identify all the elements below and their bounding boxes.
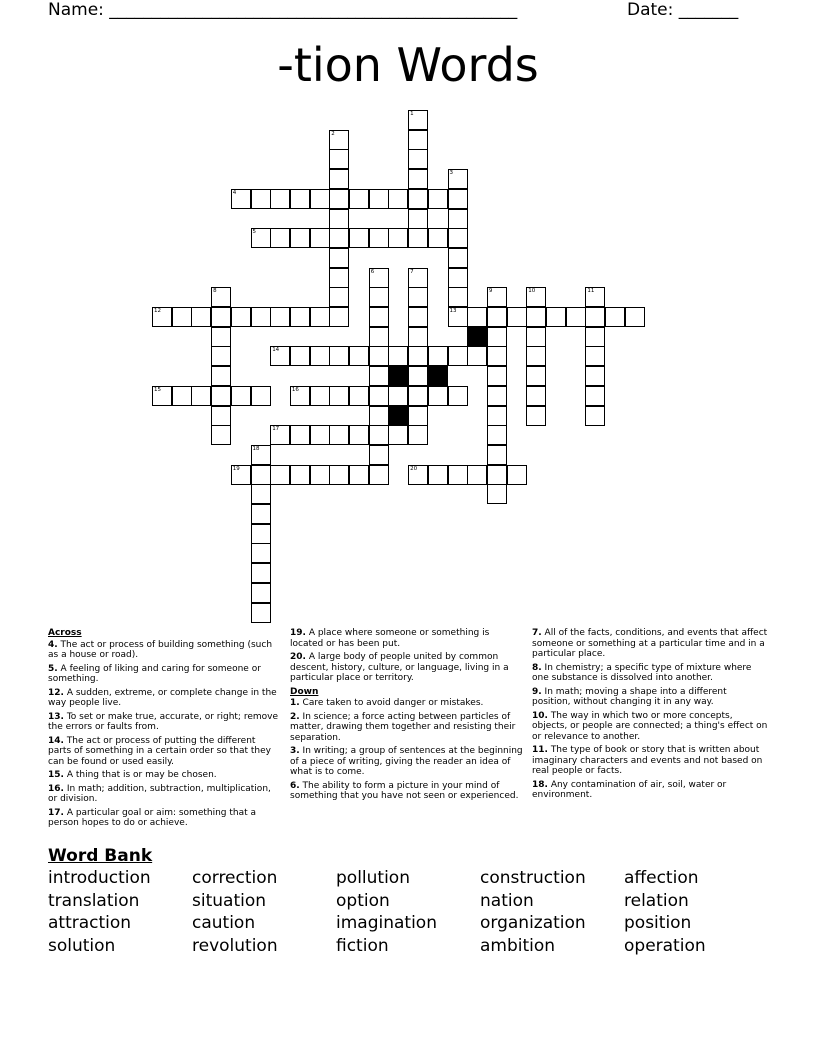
word-bank-word: translation [48,890,140,911]
grid-cell[interactable] [329,169,349,189]
grid-cell[interactable] [408,327,428,347]
clue-across [48,808,278,829]
grid-cell[interactable] [408,406,428,426]
grid-cell[interactable] [526,327,546,347]
grid-cell[interactable] [487,465,507,485]
grid-cell[interactable] [408,386,428,406]
grid-cell[interactable] [487,307,507,327]
grid-cell[interactable] [448,465,468,485]
grid-cell[interactable] [487,425,507,445]
clue-number: 11. [532,745,548,755]
clue-number: 8 [213,288,217,295]
grid-cell[interactable] [566,307,586,327]
clue-text: In science; a force acting between particles of matter, drawing them together and resisting their separation. [290,711,516,743]
clue-number: 16 [291,386,299,393]
grid-cell[interactable] [251,386,271,406]
word-bank-word: fiction [336,935,389,956]
grid-cell[interactable] [251,563,271,583]
word-bank-word: correction [192,868,278,888]
grid-cell[interactable] [251,189,271,209]
grid-cell[interactable] [290,228,310,248]
grid-cell[interactable] [487,406,507,426]
grid-cell[interactable] [369,425,389,445]
grid-cell[interactable] [211,425,231,445]
grid-cell[interactable] [526,406,546,426]
grid-cell[interactable] [408,346,428,366]
clue-number: 19. [290,628,306,638]
grid-cell[interactable] [290,346,310,366]
grid-cell[interactable] [310,189,330,209]
grid-cell[interactable] [172,307,192,327]
clue-number: 10. [532,710,548,721]
grid-cell[interactable] [152,386,172,406]
clue-text: A large body of people united by common descent, history, culture, or language, living in a particular place or territory. [290,652,509,683]
clue-number: 19 [232,465,240,472]
clue-number: 3. [290,746,300,756]
clue-number: 6 [370,268,375,275]
grid-cell[interactable] [369,465,389,485]
grid-cell[interactable] [487,484,507,504]
clue-number: 5. [48,663,58,674]
clues-column-1 [48,628,278,832]
clue-text: In chemistry; a specific type of mixture where one substance is dissolved into another. [532,662,752,683]
word-bank-word: revolution [192,935,278,956]
grid-cell[interactable] [369,445,389,465]
grid-cell[interactable] [585,386,605,406]
grid-cell[interactable] [231,189,251,209]
grid-cell[interactable] [191,307,211,327]
grid-cell[interactable] [448,189,468,209]
grid-cell[interactable] [270,228,290,248]
grid-cell[interactable] [290,307,310,327]
grid-cell[interactable] [251,543,271,563]
clue-number: 6. [290,780,300,791]
grid-cell[interactable] [408,425,428,445]
clue-number: 8. [532,662,542,673]
clue-number: 20. [290,652,306,662]
clue-number: 1. [290,698,300,708]
grid-cell[interactable] [408,149,428,169]
grid-cell[interactable] [270,307,290,327]
clue-across [48,712,278,733]
grid-cell[interactable] [329,346,349,366]
grid-cell[interactable] [546,307,566,327]
grid-cell[interactable] [448,268,468,288]
grid-cell[interactable] [408,169,428,189]
word-bank-word: ambition [480,935,556,956]
clue-text: The way in which two or more concepts, objects, or people are connected; a thing's effect on or relevance to another. [532,710,768,742]
clue-number: 12. [48,687,64,698]
clue-number: 4 [232,189,237,196]
grid-cell[interactable] [349,425,369,445]
grid-cell[interactable] [251,445,271,465]
grid-cell[interactable] [369,386,389,406]
clues-heading: Across [48,628,82,638]
clues-column-3 [532,628,768,804]
grid-cell[interactable] [585,406,605,426]
clue-across [290,652,525,684]
word-bank-word: option [336,890,390,911]
grid-cell[interactable] [310,228,330,248]
clue-number: 20 [410,465,418,472]
grid-cell[interactable] [388,228,408,248]
grid-cell[interactable] [428,189,448,209]
grid-cell[interactable] [428,465,448,485]
clue-number: 1 [410,111,414,117]
grid-block [388,366,408,386]
clue-text: The act or process of putting the different parts of something in a certain order so that they can be found or used easily. [48,735,271,767]
grid-cell[interactable] [388,189,408,209]
grid-cell[interactable] [408,307,428,327]
grid-cell[interactable] [270,425,290,445]
grid-cell[interactable] [251,465,271,485]
grid-cell[interactable] [251,307,271,327]
grid-cell[interactable] [329,386,349,406]
name-field-label: Name: ________________________________________________ [48,0,518,20]
grid-cell[interactable] [251,583,271,603]
grid-cell[interactable] [388,346,408,366]
grid-cell[interactable] [507,465,527,485]
word-bank-word: situation [192,890,267,911]
grid-cell[interactable] [290,386,310,406]
word-bank-word: affection [624,868,699,888]
grid-cell[interactable] [428,346,448,366]
clue-number: 12 [154,308,161,314]
grid-block [467,327,487,347]
word-bank-title: Word Bank [48,846,153,866]
grid-cell[interactable] [290,425,310,445]
grid-cell[interactable] [408,228,428,248]
grid-cell[interactable] [448,307,468,327]
grid-cell[interactable] [310,346,330,366]
clue-text: A feeling of liking and caring for someone or something. [48,663,261,684]
grid-cell[interactable] [211,346,231,366]
clue-across [48,664,278,685]
grid-cell[interactable] [211,366,231,386]
clue-text: A thing that is or may be chosen. [63,770,217,780]
grid-cell[interactable] [388,386,408,406]
clues-heading: Down [290,686,319,697]
grid-cell[interactable] [310,465,330,485]
clue-number: 14 [272,347,280,354]
grid-cell[interactable] [369,346,389,366]
grid-cell[interactable] [585,366,605,386]
word-bank-word: position [624,913,692,934]
grid-cell[interactable] [448,386,468,406]
grid-cell[interactable] [152,307,172,327]
grid-cell[interactable] [231,307,251,327]
clue-down [290,781,525,802]
clue-number: 9 [488,288,493,295]
grid-cell[interactable] [349,189,369,209]
clue-number: 18 [252,445,260,452]
clue-down [290,712,525,744]
clue-across [48,784,278,805]
grid-cell[interactable] [428,228,448,248]
grid-cell[interactable] [349,346,369,366]
grid-cell[interactable] [369,406,389,426]
clue-down [532,745,768,777]
page-title: -tion Words [277,38,539,92]
word-bank-word: relation [624,890,689,911]
date-field-label: Date: _______ [627,0,739,20]
word-bank-word: imagination [336,913,437,934]
word-bank-word: introduction [48,868,151,888]
grid-cell[interactable] [310,425,330,445]
clue-text: The type of book or story that is written about imaginary characters and events and not based on real people or facts. [532,745,763,776]
grid-block [388,406,408,426]
grid-cell[interactable] [329,268,349,288]
clue-text: In writing; a group of sentences at the beginning of a piece of writing, giving the reader an idea of what is to come. [290,746,523,777]
clue-down [532,628,768,660]
grid-cell[interactable] [270,465,290,485]
clue-number: 16. [48,783,64,794]
grid-cell[interactable] [467,346,487,366]
word-bank-word: caution [192,913,256,934]
word-bank-word: attraction [48,913,132,934]
clue-across [48,640,278,661]
grid-cell[interactable] [251,484,271,504]
grid-cell[interactable] [369,268,389,288]
grid-cell[interactable] [448,346,468,366]
clue-text: To set or make true, accurate, or right; remove the errors or faults from. [48,711,278,732]
grid-cell[interactable] [329,228,349,248]
grid-cell[interactable] [231,386,251,406]
clue-across [290,628,525,649]
grid-cell[interactable] [369,366,389,386]
grid-cell[interactable] [329,209,349,229]
grid-cell[interactable] [408,287,428,307]
clue-text: In math; addition, subtraction, multiplication, or division. [48,783,271,804]
clue-number: 17 [272,426,280,433]
clue-number: 2. [290,711,300,722]
grid-cell[interactable] [329,130,349,150]
clue-number: 5 [252,229,256,236]
grid-cell[interactable] [329,425,349,445]
clues-column-2 [290,628,525,805]
grid-cell[interactable] [310,307,330,327]
word-bank-word: operation [624,935,706,956]
grid-cell[interactable] [448,209,468,229]
grid-cell[interactable] [329,189,349,209]
grid-cell[interactable] [625,307,645,327]
grid-cell[interactable] [369,307,389,327]
clue-across [48,736,278,768]
grid-cell[interactable] [369,327,389,347]
grid-cell[interactable] [329,307,349,327]
grid-cell[interactable] [487,327,507,347]
grid-cell[interactable] [526,307,546,327]
grid-cell[interactable] [251,228,271,248]
clue-number: 15. [48,770,64,780]
clue-down [290,746,525,778]
grid-cell[interactable] [507,307,527,327]
grid-cell[interactable] [211,307,231,327]
grid-cell[interactable] [467,465,487,485]
grid-cell[interactable] [408,366,428,386]
grid-cell[interactable] [172,386,192,406]
clue-text: A sudden, extreme, or complete change in the way people live. [48,687,277,708]
word-bank-word: nation [480,890,534,911]
grid-cell[interactable] [526,386,546,406]
grid-cell[interactable] [270,189,290,209]
grid-cell[interactable] [526,287,546,307]
grid-cell[interactable] [329,287,349,307]
grid-cell[interactable] [408,268,428,288]
grid-cell[interactable] [585,346,605,366]
grid-cell[interactable] [487,346,507,366]
grid-cell[interactable] [408,189,428,209]
grid-cell[interactable] [270,346,290,366]
clue-number: 4. [48,639,58,650]
clue-number: 7 [410,268,414,275]
grid-cell[interactable] [585,327,605,347]
grid-cell[interactable] [369,228,389,248]
grid-cell[interactable] [487,287,507,307]
grid-cell[interactable] [349,465,369,485]
clue-number: 10 [528,288,536,295]
grid-cell[interactable] [448,248,468,268]
clue-number: 15 [154,386,161,393]
grid-cell[interactable] [251,603,271,623]
word-bank-word: construction [480,868,586,888]
clue-number: 18. [532,779,548,790]
clue-number: 9. [532,686,542,697]
grid-cell[interactable] [585,307,605,327]
grid-cell[interactable] [369,287,389,307]
grid-cell[interactable] [290,189,310,209]
grid-cell[interactable] [231,465,251,485]
grid-cell[interactable] [369,189,389,209]
grid-cell[interactable] [605,307,625,327]
grid-cell[interactable] [211,386,231,406]
grid-cell[interactable] [329,149,349,169]
grid-cell[interactable] [310,386,330,406]
clue-text: A place where someone or something is located or has been put. [290,628,490,649]
clue-number: 17. [48,807,64,818]
grid-block [428,366,448,386]
clue-down [532,711,768,743]
grid-cell[interactable] [526,366,546,386]
grid-cell[interactable] [388,425,408,445]
clue-text: The act or process of building something (such as a house or road). [48,639,273,660]
grid-cell[interactable] [349,228,369,248]
grid-cell[interactable] [191,386,211,406]
clue-number: 14. [48,735,64,746]
clue-text: Care taken to avoid danger or mistakes. [299,698,484,708]
clue-number: 13. [48,711,64,722]
clue-down [290,698,525,709]
clue-number: 7. [532,628,542,638]
word-bank-word: pollution [336,868,410,888]
clue-number: 2 [331,130,335,137]
clue-across [48,770,278,781]
grid-cell[interactable] [408,130,428,150]
clue-number: 13 [449,308,457,314]
clue-text: All of the facts, conditions, and events that affect someone or something at a particular time and in a particular place. [532,628,768,659]
grid-cell[interactable] [211,287,231,307]
grid-cell[interactable] [448,287,468,307]
grid-cell[interactable] [211,327,231,347]
grid-cell[interactable] [428,386,448,406]
grid-cell[interactable] [329,248,349,268]
clue-down [532,780,768,801]
clue-down [532,663,768,684]
word-bank-word: organization [480,913,586,934]
grid-cell[interactable] [408,465,428,485]
grid-cell[interactable] [211,406,231,426]
grid-cell[interactable] [448,228,468,248]
grid-cell[interactable] [487,445,507,465]
clue-across [48,688,278,709]
clue-down [532,687,768,708]
clue-text: Any contamination of air, soil, water or environment. [532,779,727,800]
clue-number: 3 [449,170,453,177]
grid-cell[interactable] [526,346,546,366]
grid-cell[interactable] [467,307,487,327]
clue-text: The ability to form a picture in your mind of something that you have not seen or experienced. [290,780,519,801]
grid-cell[interactable] [408,209,428,229]
grid-cell[interactable] [408,110,428,130]
clue-text: In math; moving a shape into a different position, without changing it in any way. [532,686,727,707]
grid-cell[interactable] [448,169,468,189]
word-bank-word: solution [48,935,116,956]
clue-number: 11 [587,288,595,295]
grid-cell[interactable] [349,386,369,406]
grid-cell[interactable] [487,386,507,406]
grid-cell[interactable] [585,287,605,307]
grid-cell[interactable] [329,465,349,485]
grid-cell[interactable] [251,504,271,524]
grid-cell[interactable] [487,366,507,386]
grid-cell[interactable] [290,465,310,485]
grid-cell[interactable] [251,524,271,544]
clue-text: A particular goal or aim: something that a person hopes to do or achieve. [48,807,257,828]
